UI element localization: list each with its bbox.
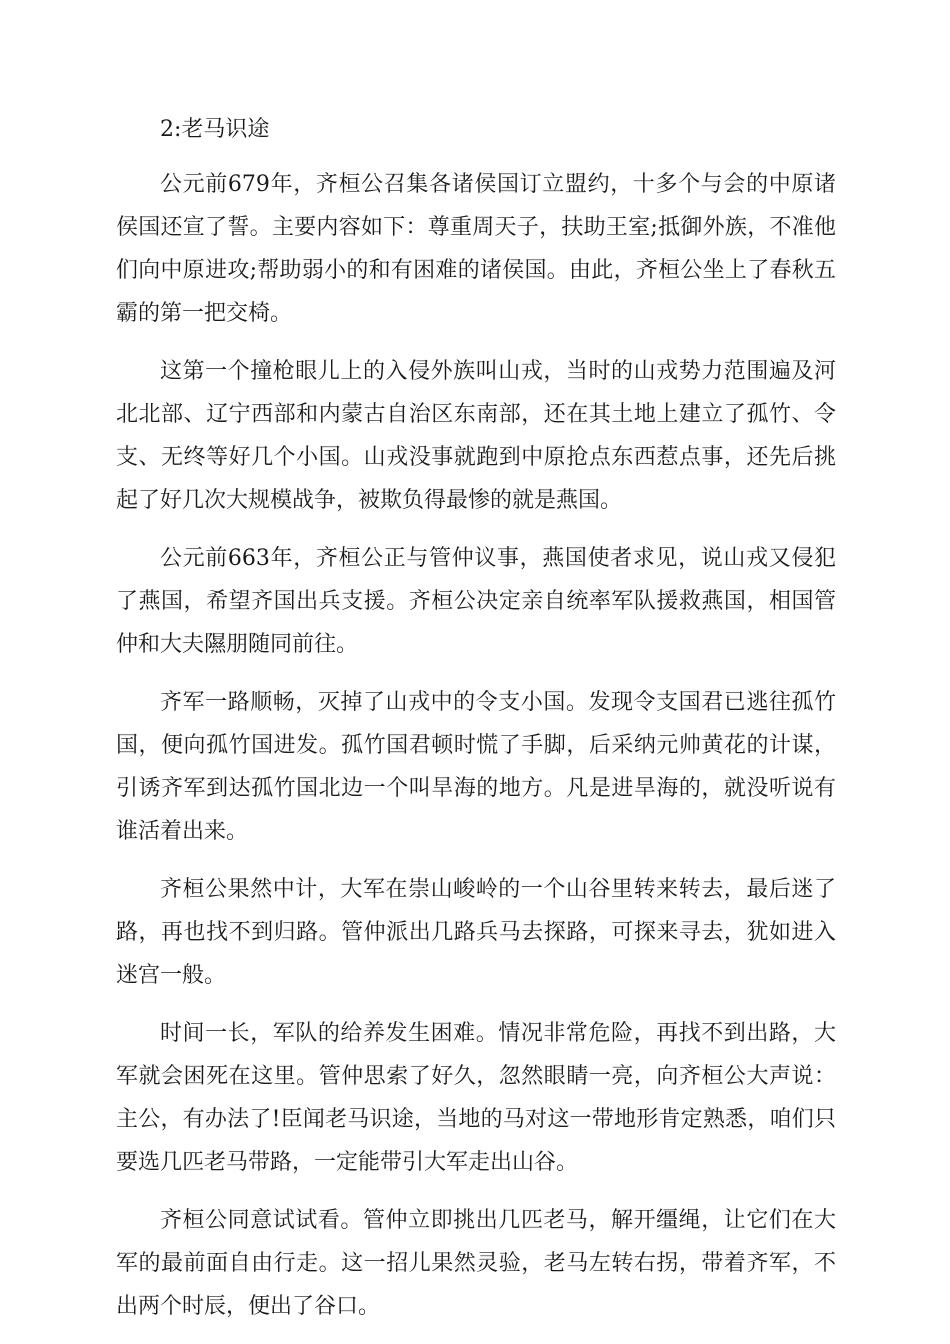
- document-body: [116, 108, 836, 1343]
- paragraph-1: 公元前679年，齐桓公召集各诸侯国订立盟约，十多个与会的中原诸侯国还宣了誓。主要内容如下：尊重周天子，扶助王室;抵御外族，不准他们向中原进攻;帮助弱小的和有困难的诸侯国。由此，齐桓公坐上了春秋五霸的第一把交椅。: [116, 172, 836, 326]
- paragraph-6: 时间一长，军队的给养发生困难。情况非常危险，再找不到出路，大军就会困死在这里。管仲思索了好久，忽然眼睛一亮，向齐桓公大声说：主公，有办法了!臣闻老马识途，当地的马对这一带地形肯定熟悉，咱们只要选几匹老马带路，一定能带引大军走出山谷。: [116, 1021, 836, 1175]
- paragraph-4: 齐军一路顺畅，灭掉了山戎中的令支小国。发现令支国君已逃往孤竹国，便向孤竹国进发。孤竹国君顿时慌了手脚，后采纳元帅黄花的计谋，引诱齐军到达孤竹国北边一个叫旱海的地方。凡是进旱海的，就没听说有谁活着出来。: [116, 690, 836, 844]
- section-title: 2:老马识途: [160, 117, 270, 142]
- paragraph-3: 公元前663年，齐桓公正与管仲议事，燕国使者求见，说山戎又侵犯了燕国，希望齐国出兵支援。齐桓公决定亲自统率军队援救燕国，相国管仲和大夫隰朋随同前往。: [116, 546, 836, 657]
- paragraph-7: 齐桓公同意试试看。管仲立即挑出几匹老马，解开缰绳，让它们在大军的最前面自由行走。这一招儿果然灵验，老马左转右拐，带着齐军，不出两个时辰，便出了谷口。: [116, 1208, 836, 1319]
- paragraph-5: 齐桓公果然中计，大军在崇山峻岭的一个山谷里转来转去，最后迷了路，再也找不到归路。管仲派出几路兵马去探路，可探来寻去，犹如进入迷宫一般。: [116, 877, 836, 988]
- paragraph-2: 这第一个撞枪眼儿上的入侵外族叫山戎，当时的山戎势力范围遍及河北北部、辽宁西部和内蒙古自治区东南部，还在其土地上建立了孤竹、令支、无终等好几个小国。山戎没事就跑到中原抢点东西惹点事，还先后挑起了好几次大规模战争，被欺负得最惨的就是燕国。: [116, 359, 836, 513]
